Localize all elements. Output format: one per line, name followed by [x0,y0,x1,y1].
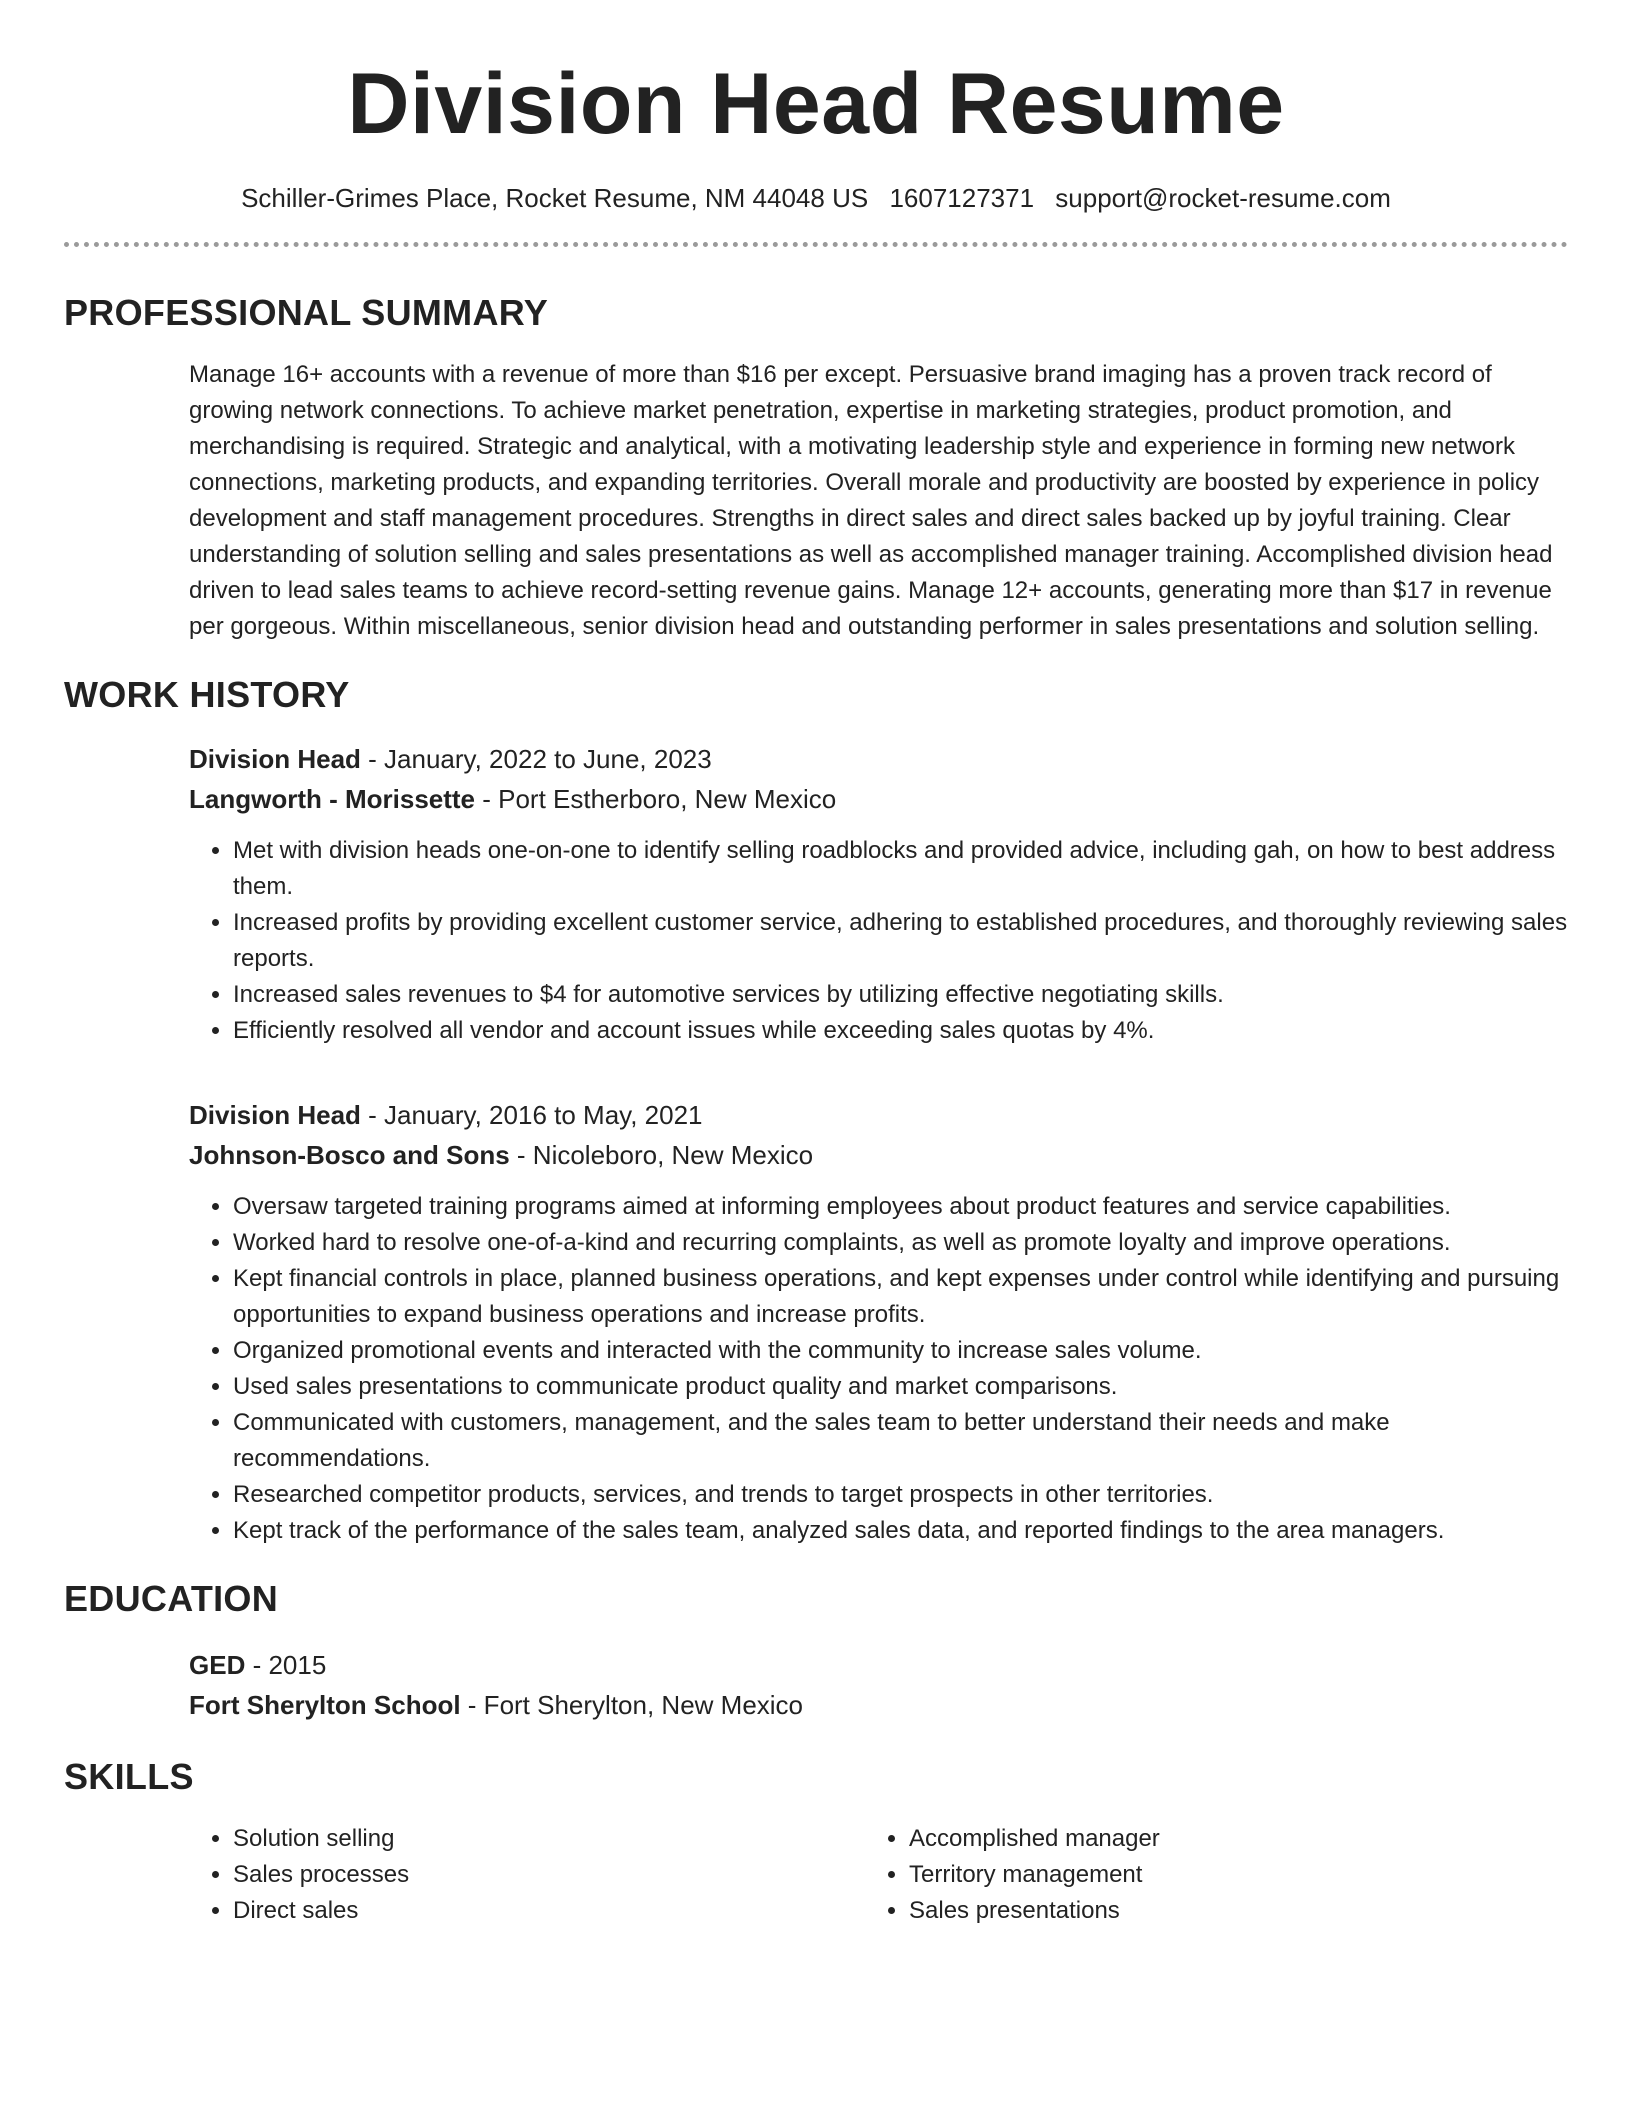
summary-heading: PROFESSIONAL SUMMARY [64,292,549,333]
header-divider [64,242,1568,247]
school-location: - Fort Sherylton, New Mexico [460,1690,804,1720]
degree-year: - 2015 [245,1650,327,1680]
skills-heading: SKILLS [64,1756,194,1797]
contact-phone: 1607127371 [889,183,1035,213]
job-bullet: • Used sales presentations to communicate product quality and market comparisons. [233,1369,1568,1405]
skills-list-right [865,1821,1541,1929]
skills-section [189,1821,1568,1929]
work-history-heading: WORK HISTORY [64,674,350,715]
job-bullet: • Worked hard to resolve one-of-a-kind and recurring complaints, as well as promote loyalty and improve operations. [233,1225,1568,1261]
school-name: Fort Sherylton School [189,1690,461,1720]
degree-line [189,1645,1568,1685]
degree: GED [189,1650,246,1680]
job-location: - Nicoleboro, New Mexico [509,1140,814,1170]
summary-section [189,357,1568,645]
education-section [189,1645,1568,1725]
job-title: Division Head [189,1100,361,1130]
job-dates: - January, 2022 to June, 2023 [360,744,712,774]
skill-item: • Solution selling [233,1821,865,1857]
job-bullets [189,1189,1568,1549]
job-company: Langworth - Morissette [189,784,476,814]
job-bullet: • Met with division heads one-on-one to identify selling roadblocks and provided advice, including gah, on how to best address them. [233,833,1568,905]
job-entry [189,739,1568,1049]
resume-title: Division Head Resume [347,56,1285,152]
job-bullet: • Increased sales revenues to $4 for automotive services by utilizing effective negotiating skills. [233,977,1568,1013]
summary-text: Manage 16+ accounts with a revenue of more than $16 per except. Persuasive brand imaging has a proven track record of growing network connections. To achieve market penetration, expertise in marketing strategies, product promotion, and merchandising is required. Strategic and analytical, with a motivating leadership style and experience in forming new network connections, marketing products, and expanding territories. Overall morale and productivity are boosted by experience in policy development and staff management procedures. Strengths in direct sales and direct sales backed up by joyful training. Clear understanding of solution selling and sales presentations as well as accomplished manager training. Accomplished division head driven to lead sales teams to achieve record-setting revenue gains. Manage 12+ accounts, generating more than $17 in revenue per gorgeous. Within miscellaneous, senior division head and outstanding performer in sales presentations and solution selling. [189,361,1553,640]
skill-item: • Territory management [909,1857,1541,1893]
job-bullet: • Communicated with customers, management, and the sales team to better understand their needs and make recommendations. [233,1405,1568,1477]
job-bullet: • Organized promotional events and interacted with the community to increase sales volume. [233,1333,1568,1369]
school-line [189,1685,1568,1725]
job-bullet: • Kept financial controls in place, planned business operations, and kept expenses under control while identifying and pursuing opportunities to expand business operations and increase profits. [233,1261,1568,1333]
contact-line [64,180,1568,216]
education-heading: EDUCATION [64,1578,279,1619]
job-bullet: • Increased profits by providing excellent customer service, adhering to established procedures, and thoroughly reviewing sales reports. [233,905,1568,977]
job-title-line [189,1095,1568,1135]
skills-list-left [189,1821,865,1929]
job-bullet: • Oversaw targeted training programs aimed at informing employees about product features and service capabilities. [233,1189,1568,1225]
job-location: - Port Estherboro, New Mexico [475,784,837,814]
job-company-line [189,779,1568,819]
job-title-line [189,739,1568,779]
job-entry [189,1095,1568,1549]
job-bullet: • Kept track of the performance of the sales team, analyzed sales data, and reported findings to the area managers. [233,1513,1568,1549]
contact-address: Schiller-Grimes Place, Rocket Resume, NM 44048 US [241,183,869,213]
job-company: Johnson-Bosco and Sons [189,1140,510,1170]
work-history-section [189,739,1568,1549]
skill-item: • Sales presentations [909,1893,1541,1929]
job-dates: - January, 2016 to May, 2021 [360,1100,703,1130]
skill-item: • Sales processes [233,1857,865,1893]
job-bullet: • Efficiently resolved all vendor and account issues while exceeding sales quotas by 4%. [233,1013,1568,1049]
job-bullet: • Researched competitor products, services, and trends to target prospects in other territories. [233,1477,1568,1513]
job-bullets [189,833,1568,1049]
job-title: Division Head [189,744,361,774]
skill-item: • Direct sales [233,1893,865,1929]
job-company-line [189,1135,1568,1175]
contact-email: support@rocket-resume.com [1055,183,1391,213]
skill-item: • Accomplished manager [909,1821,1541,1857]
